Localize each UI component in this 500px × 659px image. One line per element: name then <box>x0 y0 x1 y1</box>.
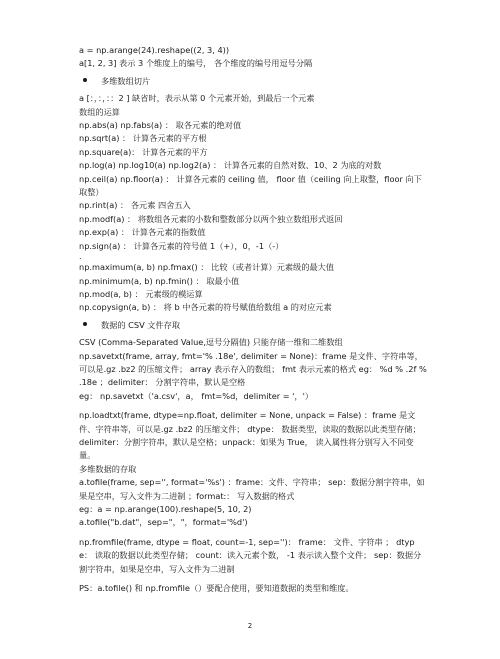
page-number: 2 <box>247 622 253 630</box>
bullet-text: 数据的 CSV 文件存取 <box>101 319 181 330</box>
func-mod: np.mod(a, b) ： 元素级的模运算 <box>79 288 203 299</box>
bullet-csv-storage <box>79 319 427 332</box>
bullet-icon <box>83 78 87 82</box>
separator-dot: . <box>79 252 82 262</box>
section-heading-multidim-storage: 多维数据的存取 <box>79 463 137 474</box>
func-tofile: a.tofile(frame, sep='', format='%s') ：frame：文件、字符串； sep：数据分割字符串，如果是空串，写入文件为二进制 ；format:： 写入数据的格式 <box>79 477 425 501</box>
csv-description: CSV (Comma-Separated Value,逗号分隔值) 只能存储一维和二维数组 <box>79 337 343 348</box>
func-savetxt: np.savetxt(frame, array, fmt='% .18e', delimiter = None)：frame 是文件、字符串等，可以是.gz .bz2 的压缩文件； array 表示存入的数组； fmt 表示元素的格式 eg： %d % .2f % .18e ；delimiter： 分割字符串，默认是空格 <box>79 350 427 388</box>
func-log: np.log(a) np.log10(a) np.log2(a) ： 计算各元素的自然对数、10、2 为底的对数 <box>79 160 382 171</box>
func-rint: np.rint(a) ： 各元素 四舍五入 <box>79 200 191 211</box>
func-minimum: np.minimum(a, b) np.fmin() ： 取最小值 <box>79 275 240 286</box>
func-sign: np.sign(a) ： 计算各元素的符号值 1（+），0，-1（-） <box>79 240 284 251</box>
page-content <box>79 44 427 595</box>
bullet-icon <box>83 322 87 326</box>
func-abs: np.abs(a) np.fabs(a) ： 取各元素的绝对值 <box>79 120 242 131</box>
section-heading-array-ops: 数组的运算 <box>79 106 120 117</box>
func-copysign: np.copysign(a, b) ： 将 b 中各元素的符号赋值给数组 a 的对应元素 <box>79 302 332 313</box>
ps-note: PS：a.tofile() 和 np.fromfile（）要配合使用，要知道数据的类型和维度。 <box>79 583 354 594</box>
func-loadtxt: np.loadtxt(frame, dtype=np.float, delimiter = None, unpack = False) ：frame 是文件、字符串等，可以是.gz .bz2 的压缩文件； dtype： 数据类型，读取的数据以此类型存储； delimiter：分割字符串，默认是空格；unpack：如果为 True， 读入属性将分别写入不同变量。 <box>79 410 421 461</box>
bullet-multidim-slicing <box>79 75 427 88</box>
func-ceil-floor: np.ceil(a) np.floor(a) ： 计算各元素的 ceiling 值， floor 值（ceiling 向上取整，floor 向下取整） <box>79 173 422 198</box>
func-square: np.square(a)： 计算各元素的平方 <box>79 146 208 157</box>
tofile-example-arange: eg：a = np.arange(100).reshape(5, 10, 2) <box>79 504 252 514</box>
func-maximum: np.maximum(a, b) np.fmax() ： 比较（或者计算）元素级的最大值 <box>79 262 334 273</box>
func-exp: np.exp(a) ： 计算各元素的指数值 <box>79 227 206 238</box>
func-sqrt: np.sqrt(a) ： 计算各元素的平方根 <box>79 133 207 144</box>
func-modf: np.modf(a) ： 将数组各元素的小数和整数部分以两个独立数组形式返回 <box>79 213 343 224</box>
savetxt-example: eg： np.savetxt（'a.csv'，a， fmt=%d，delimiter = '，'） <box>79 390 314 401</box>
index-description: a[1, 2, 3] 表示 3 个维度上的编号， 各个维度的编号用逗号分隔 <box>79 58 313 69</box>
slice-description: a [：，：，：：2 ] 缺省时，表示从第 0 个元素开始，到最后一个元素 <box>79 93 315 104</box>
bullet-text: 多维数组切片 <box>101 75 151 86</box>
func-fromfile: np.fromfile(frame, dtype = float, count=-1, sep='')： frame： 文件、字符串 ； dtype： 读取的数据以此类型存储； count：读入元素个数， -1 表示读入整个文件； sep：数据分割字符串，如果是空串，写入文件为二进制 <box>79 536 422 574</box>
code-arange-reshape: a = np.arange(24).reshape((2, 3, 4)) <box>79 45 230 55</box>
tofile-example-call: a.tofile("b.dat"，sep="，"，format='%d') <box>79 517 248 528</box>
